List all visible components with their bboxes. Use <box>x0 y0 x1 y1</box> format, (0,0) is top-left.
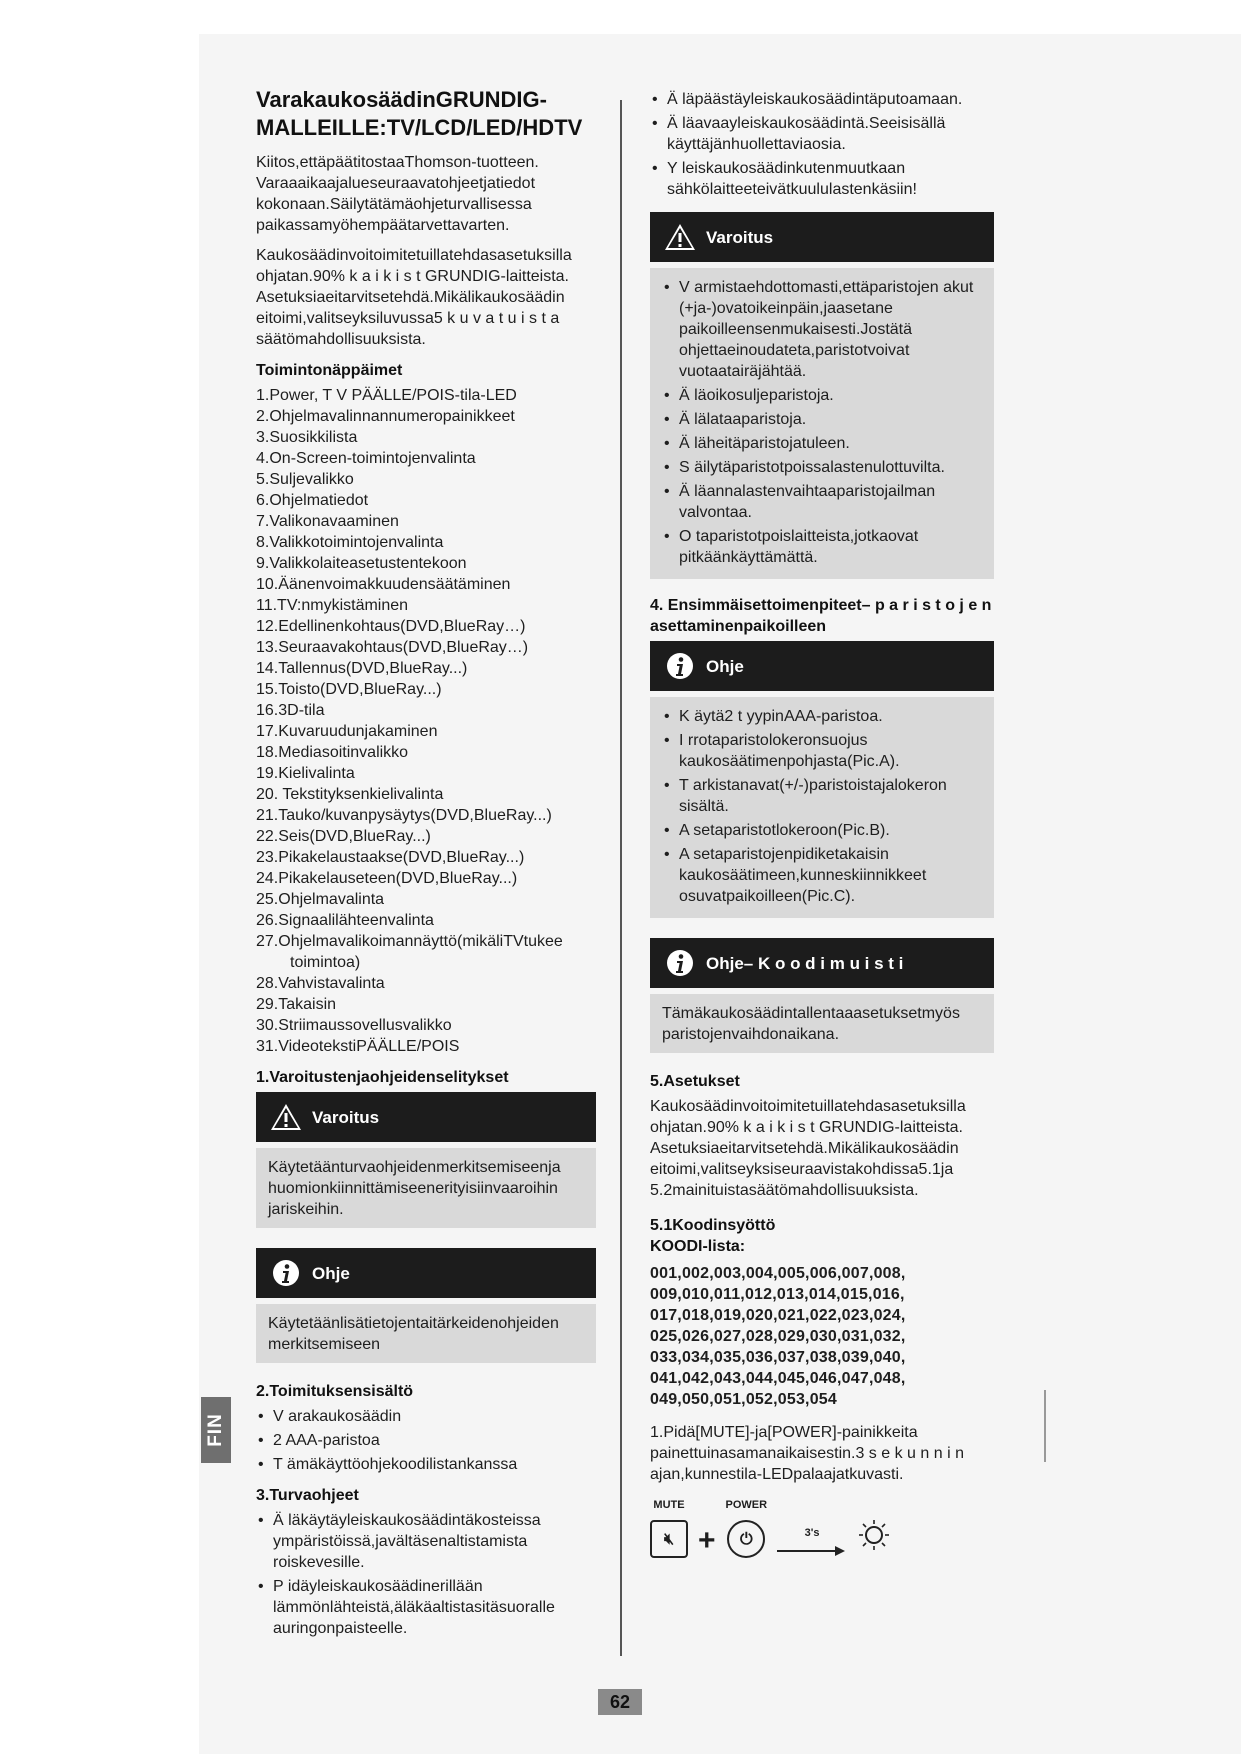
key-item: 15.Toisto(DVD,BlueRay...) <box>256 681 442 698</box>
list-item: • T arkistanavat(+/-)paristoistajalokeron sisältä. <box>662 775 982 817</box>
note-body: Käytetäänlisätietojentaitärkeidenohjeiden merkitsemiseen <box>256 1304 596 1363</box>
section-4-heading: 4. Ensimmäisettoimenpiteet– p a r i s t o j e n asettaminenpaikoilleen <box>650 597 992 635</box>
settings-paragraph: Kaukosäädinvoitoimitetuillatehdasasetuksilla ohjatan.90% k a i k i s t GRUNDIG-laitteista. Asetuksiaeitarvitsetehdä.Mikälikaukosäädin eitoimi,valitseyksiseuraavistakohdissa5.1ja 5.2mainituistasäätömahdollisuuksista. <box>650 1098 966 1199</box>
key-item: 8.Valikkotoimintojenvalinta <box>256 534 444 551</box>
key-item: 16.3D-tila <box>256 702 325 719</box>
list-item: • T ämäkäyttöohjekoodilistankanssa <box>256 1454 596 1475</box>
function-keys-heading: Toimintonäppäimet <box>256 362 403 379</box>
key-item: 26.Signaalilähteenvalinta <box>256 912 434 929</box>
margin-mark <box>1044 1390 1046 1462</box>
note-label: Ohje– K o o d i m u i s t i <box>706 953 904 973</box>
battery-warning-box <box>650 212 994 579</box>
key-item: 13.Seuraavakohtaus(DVD,BlueRay…) <box>256 639 529 656</box>
key-item: 20. Tekstityksenkielivalinta <box>256 786 444 803</box>
key-item: 5.Suljevalikko <box>256 471 354 488</box>
list-item: • A setaparistotlokeroon(Pic.B). <box>662 820 982 841</box>
power-key <box>726 1495 768 1558</box>
key-item: 22.Seis(DVD,BlueRay...) <box>256 828 431 845</box>
warning-triangle-icon <box>662 221 698 253</box>
battery-warning-body <box>650 268 994 579</box>
left-column <box>256 86 596 1642</box>
warning-label: Varoitus <box>706 227 774 247</box>
key-item: 21.Tauko/kuvanpysäytys(DVD,BlueRay...) <box>256 807 552 824</box>
warning-body: Käytetäänturvaohjeidenmerkitsemiseenja huomionkiinnittämiseenerityisiinvaaroihin jariskeihin. <box>256 1148 596 1228</box>
warning-triangle-icon <box>268 1101 304 1133</box>
safety-list-continued <box>650 89 994 200</box>
code-memory-note-box <box>650 938 994 1053</box>
key-item: 1.Power, T V PÄÄLLE/POIS-tila-LED <box>256 387 517 404</box>
key-item: 9.Valikkolaiteasetustentekoon <box>256 555 467 572</box>
battery-note-body <box>650 697 994 918</box>
list-item: • V armistaehdottomasti,ettäparistojen akut (+ja-)ovatoikeinpäin,jaasetane paikoilleensenmukaisesti.Jostätä ohjettaeinoudateta,paristotvoivat vuotaatairäjähtää. <box>662 277 982 382</box>
key-item: 28.Vahvistavalinta <box>256 975 385 992</box>
code-memory-note-header <box>650 938 994 988</box>
key-item: 4.On-Screen-toimintojenvalinta <box>256 450 476 467</box>
list-item: • Ä läavaayleiskaukosäädintä.Seeisisällä käyttäjänhuollettaviaosia. <box>650 113 994 155</box>
key-item: 25.Ohjelmavalinta <box>256 891 385 908</box>
mute-icon: 🔇︎ <box>650 1520 688 1558</box>
section-2-heading: 2.Toimituksensisältö <box>256 1383 414 1400</box>
warning-box <box>256 1092 596 1228</box>
warning-label: Varoitus <box>312 1107 380 1127</box>
intro-paragraph-1: Kiitos,ettäpäätitostaaThomson-tuotteen. Varaaaikaajalueseuraavatohjeetjatiedot kokonaan.Säilytätämäohjeturvallisessa paikassamyöhempäätarvettavarten. <box>256 154 539 234</box>
key-item: 14.Tallennus(DVD,BlueRay...) <box>256 660 468 677</box>
key-item: 19.Kielivalinta <box>256 765 355 782</box>
list-item: • Ä lälataaparistoja. <box>662 409 982 430</box>
list-item: • O taparistotpoislaitteista,jotkaovat pitkäänkäyttämättä. <box>662 526 982 568</box>
key-item: 7.Valikonavaaminen <box>256 513 399 530</box>
list-item: • Ä läheitäparistojatuleen. <box>662 433 982 454</box>
led-light-icon <box>857 1518 891 1558</box>
right-column <box>650 89 994 1558</box>
key-item: 12.Edellinenkohtaus(DVD,BlueRay…) <box>256 618 526 635</box>
section-5-1-heading: 5.1Koodinsyöttö <box>650 1217 776 1234</box>
list-item: • Ä läoikosuljeparistoja. <box>662 385 982 406</box>
power-icon: ⏻ <box>727 1520 765 1558</box>
code-memory-note-body: Tämäkaukosäädintallentaaasetuksetmyös paristojenvaihdonaikana. <box>650 994 994 1053</box>
key-item: 24.Pikakelauseteen(DVD,BlueRay...) <box>256 870 518 887</box>
list-item: • Ä läpäästäyleiskaukosäädintäputoamaan. <box>650 89 994 110</box>
document-title: VarakaukosäädinGRUNDIG-MALLEILLE:TV/LCD/LED/HDTV <box>256 87 583 140</box>
intro-paragraph-2: Kaukosäädinvoitoimitetuillatehdasasetuksilla ohjatan.90% k a i k i s t GRUNDIG-laitteista. Asetuksiaeitarvitsetehdä.Mikälikaukosäädin eitoimi,valitseyksiluvussa5 k u v a t u i s t a säätömahdollisuuksista. <box>256 247 572 348</box>
key-item: 31.VideotekstiPÄÄLLE/POIS <box>256 1038 460 1055</box>
list-item: • P idäyleiskaukosäädinerillään lämmönlähteistä,äläkäaltistasitäsuoralle auringonpaisteelle. <box>256 1576 596 1639</box>
code-list-label: KOODI-lista: <box>650 1238 746 1255</box>
delivery-contents-list <box>256 1406 596 1475</box>
key-item: 17.Kuvaruudunjakaminen <box>256 723 438 740</box>
language-tab: FIN <box>201 1397 231 1463</box>
key-item: 30.Striimaussovellusvalikko <box>256 1017 452 1034</box>
key-item: 10.Äänenvoimakkuudensäätäminen <box>256 576 511 593</box>
key-item: 11.TV:nmykistäminen <box>256 597 409 614</box>
step-1-instruction: 1.Pidä[MUTE]-ja[POWER]-painikkeita painettuinasamanaikaisestin.3 s e k u n n i n ajan,kunnestila-LEDpalaajatkuvasti. <box>650 1424 964 1483</box>
list-item: • K äytä2 t yypinAAA-paristoa. <box>662 706 982 727</box>
page-number: 62 <box>598 1689 642 1715</box>
key-item: 6.Ohjelmatiedot <box>256 492 369 509</box>
list-item: • Ä läkäytäyleiskaukosäädintäkosteissa ympäristöissä,javältäsenaltistamista roiskevesille. <box>256 1510 596 1573</box>
hold-time-label: 3's <box>804 1527 820 1539</box>
list-item: • A setaparistojenpidiketakaisin kaukosäätimeen,kunneskiinnikkeet osuvatpaikoilleen(Pic.C). <box>662 844 982 907</box>
mute-key-label: MUTE <box>653 1499 685 1511</box>
power-key-label: POWER <box>725 1499 768 1511</box>
list-item: • Y leiskaukosäädinkutenmuutkaan sähkölaitteeteivätkuululastenkäsiin! <box>650 158 994 200</box>
note-label: Ohje <box>312 1263 350 1283</box>
column-divider <box>620 100 622 1656</box>
list-item: • 2 AAA-paristoa <box>256 1430 596 1451</box>
list-item: • S äilytäparistotpoissalastenulottuvilta. <box>662 457 982 478</box>
key-item: 18.Mediasoitinvalikko <box>256 744 409 761</box>
list-item: • V arakaukosäädin <box>256 1406 596 1427</box>
arrow-right-icon <box>777 1544 847 1558</box>
hold-arrow <box>777 1523 847 1558</box>
mute-power-diagram <box>650 1495 994 1558</box>
function-keys-list <box>256 385 596 1057</box>
section-3-heading: 3.Turvaohjeet <box>256 1487 359 1504</box>
list-item: • I rrotaparistolokeronsuojus kaukosäätimenpohjasta(Pic.A). <box>662 730 982 772</box>
note-header <box>256 1248 596 1298</box>
key-item: 29.Takaisin <box>256 996 337 1013</box>
key-item: 3.Suosikkilista <box>256 429 358 446</box>
code-list: 001,002,003,004,005,006,007,008, 009,010,011,012,013,014,015,016, 017,018,019,020,021,022,023,024, 025,026,027,028,029,030,031,032, 033,034,035,036,037,038,039,040, 041,042,043,044,045,046,047,048, 049,050,051,052,053,054 <box>650 1265 906 1408</box>
key-item: 23.Pikakelaustaakse(DVD,BlueRay...) <box>256 849 525 866</box>
battery-warning-header <box>650 212 994 262</box>
mute-key <box>650 1495 688 1558</box>
list-item: • Ä läannalastenvaihtaaparistojailman valvontaa. <box>662 481 982 523</box>
plus-icon: + <box>698 1524 716 1557</box>
safety-list <box>256 1510 596 1639</box>
note-box <box>256 1248 596 1363</box>
battery-note-box <box>650 641 994 918</box>
key-item: 27.Ohjelmavalikoimannäyttö(mikäliTVtukee toimintoa) <box>256 933 563 971</box>
info-icon <box>662 650 698 682</box>
section-1-heading: 1.Varoitustenjaohjeidenselitykset <box>256 1069 509 1086</box>
info-icon <box>662 947 698 979</box>
info-icon <box>268 1257 304 1289</box>
warning-header <box>256 1092 596 1142</box>
note-label: Ohje <box>706 656 744 676</box>
key-item: 2.Ohjelmavalinnannumeropainikkeet <box>256 408 515 425</box>
section-5-heading: 5.Asetukset <box>650 1073 740 1090</box>
battery-note-header <box>650 641 994 691</box>
